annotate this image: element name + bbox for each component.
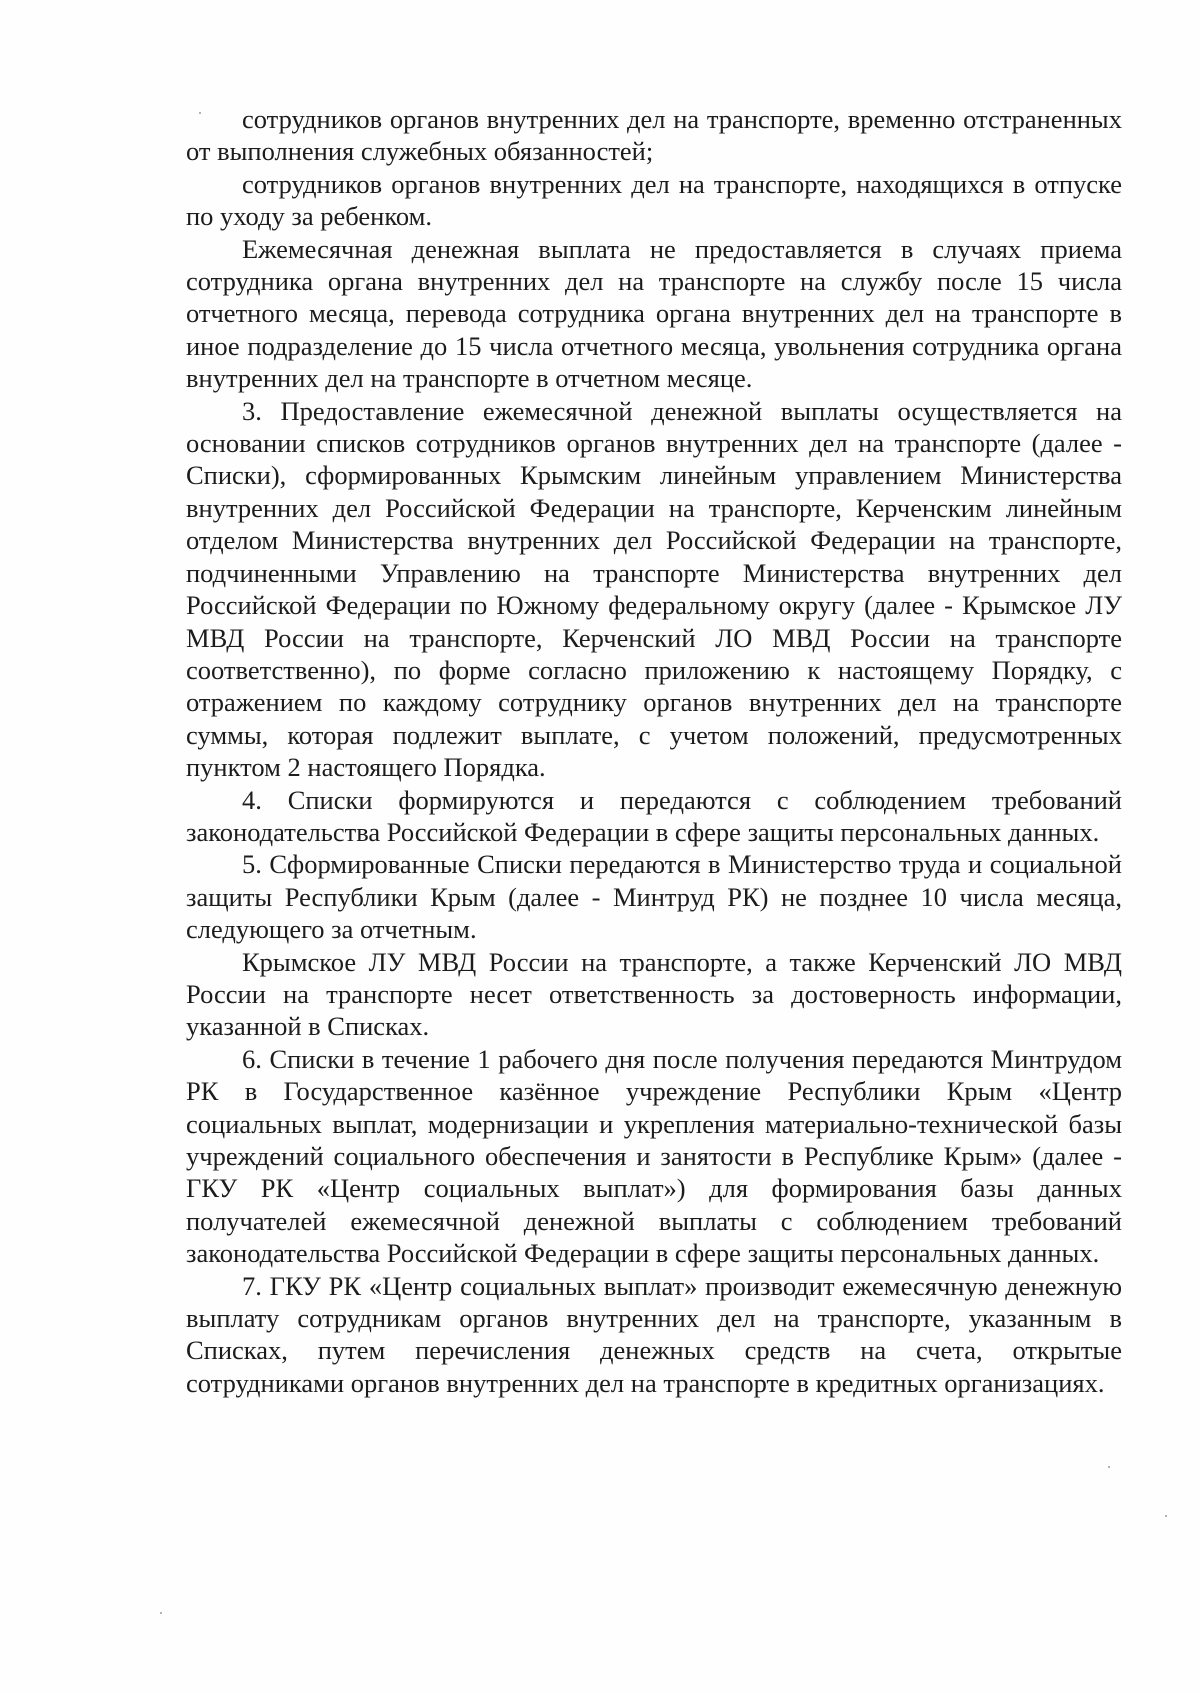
document-body xyxy=(186,103,1122,1399)
paragraph-clause-5: 5. Сформированные Списки передаются в Министерство труда и социальной защиты Республики Крым (далее - Минтруд РК) не позднее 10 числа месяца, следующего за отчетным. xyxy=(186,849,1122,945)
paragraph-responsibility: Крымское ЛУ МВД России на транспорте, а также Керченский ЛО МВД России на транспорте несет ответственность за достоверность информации, указанной в Списках. xyxy=(186,946,1122,1042)
scan-speck xyxy=(1108,1466,1110,1468)
scan-speck xyxy=(160,1612,162,1614)
paragraph-suspended-officers: сотрудников органов внутренних дел на транспорте, временно отстраненных от выполнения служебных обязанностей; xyxy=(186,104,1122,167)
paragraph-parental-leave-officers: сотрудников органов внутренних дел на транспорте, находящихся в отпуске по уходу за ребенком. xyxy=(186,168,1122,232)
paragraph-payment-exceptions: Ежемесячная денежная выплата не предоставляется в случаях приема сотрудника органа внутренних дел на транспорте на службу после 15 числа отчетного месяца, перевода сотрудника органа внутренних дел на транспорте в иное подразделение до 15 числа отчетного месяца, увольнения сотрудника органа внутренних дел на транспорте в отчетном месяце. xyxy=(186,233,1122,394)
paragraph-clause-4: 4. Списки формируются и передаются с соблюдением требований законодательства Российской Федерации в сфере защиты персональных данных. xyxy=(186,784,1122,847)
paragraph-clause-6: 6. Списки в течение 1 рабочего дня после получения передаются Минтрудом РК в Государственное казённое учреждение Республики Крым «Центр социальных выплат, модернизации и укрепления материально-технической базы учреждений социального обеспечения и занятости в Республике Крым» (далее - ГКУ РК «Центр социальных выплат») для формирования базы данных получателей ежемесячной денежной выплаты с соблюдением требований законодательства Российской Федерации в сфере защиты персональных данных. xyxy=(186,1043,1122,1269)
paragraph-clause-3: 3. Предоставление ежемесячной денежной выплаты осуществляется на основании списков сотрудников органов внутренних дел на транспорте (далее - Списки), сформированных Крымским линейным управлением Министерства внутренних дел Российской Федерации на транспорте, Керченским линейным отделом Министерства внутренних дел Российской Федерации на транспорте, подчиненными Управлению на транспорте Министерства внутренних дел Российской Федерации по Южному федеральному округу (далее - Крымское ЛУ МВД России на транспорте, Керченский ЛО МВД России на транспорте соответственно), по форме согласно приложению к настоящему Порядку, с отражением по каждому сотруднику органов внутренних дел на транспорте суммы, которая подлежит выплате, с учетом положений, предусмотренных пунктом 2 настоящего Порядка. xyxy=(186,395,1122,783)
paragraph-clause-7: 7. ГКУ РК «Центр социальных выплат» производит ежемесячную денежную выплату сотрудникам органов внутренних дел на транспорте, указанным в Списках, путем перечисления денежных средств на счета, открытые сотрудниками органов внутренних дел на транспорте в кредитных организациях. xyxy=(186,1270,1122,1398)
scan-speck xyxy=(1165,1515,1167,1517)
